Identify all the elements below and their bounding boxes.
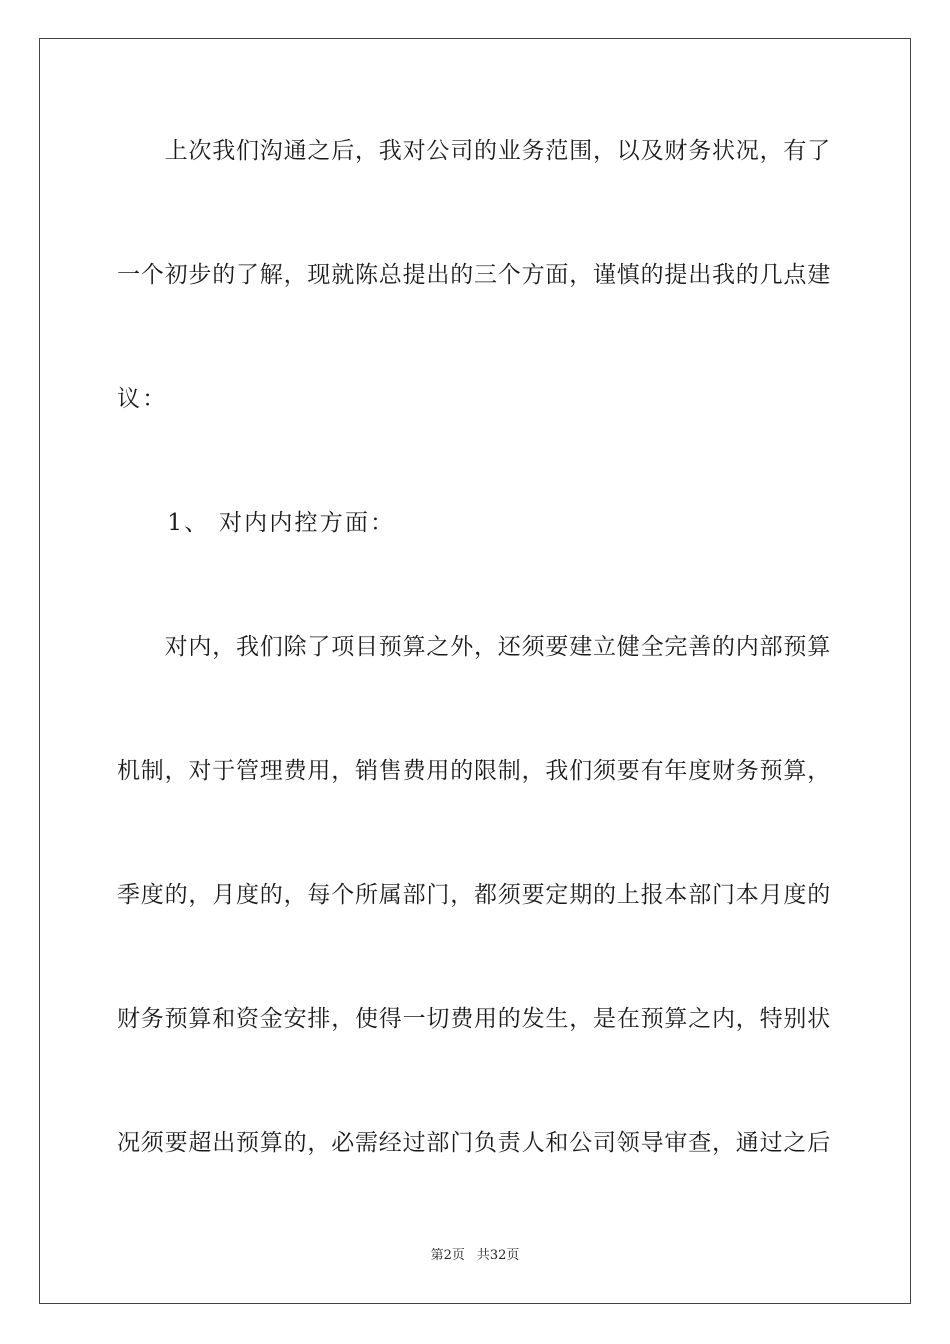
text-line: 况须要超出预算的，必需经过部门负责人和公司领导审查，通过之后 [117,1130,831,1156]
section-heading: 1、 对内内控方面： [117,510,396,536]
page-border [39,38,911,1304]
text-line: 机制，对于管理费用，销售费用的限制，我们须要有年度财务预算， [117,758,831,784]
page-footer [0,1247,950,1265]
text-line: 季度的，月度的，每个所属部门，都须要定期的上报本部门本月度的 [117,882,831,908]
text-line: 上次我们沟通之后，我对公司的业务范围，以及财务状况，有了 [117,138,831,164]
page-number: 第2页 [430,1248,465,1263]
text-line: 财务预算和资金安排，使得一切费用的发生，是在预算之内，特别状 [117,1006,831,1032]
text-line: 议： [117,386,168,412]
page-total: 共32页 [476,1248,520,1263]
text-line: 对内，我们除了项目预算之外，还须要建立健全完善的内部预算 [117,634,831,660]
text-line: 一个初步的了解，现就陈总提出的三个方面，谨慎的提出我的几点建 [117,262,831,288]
